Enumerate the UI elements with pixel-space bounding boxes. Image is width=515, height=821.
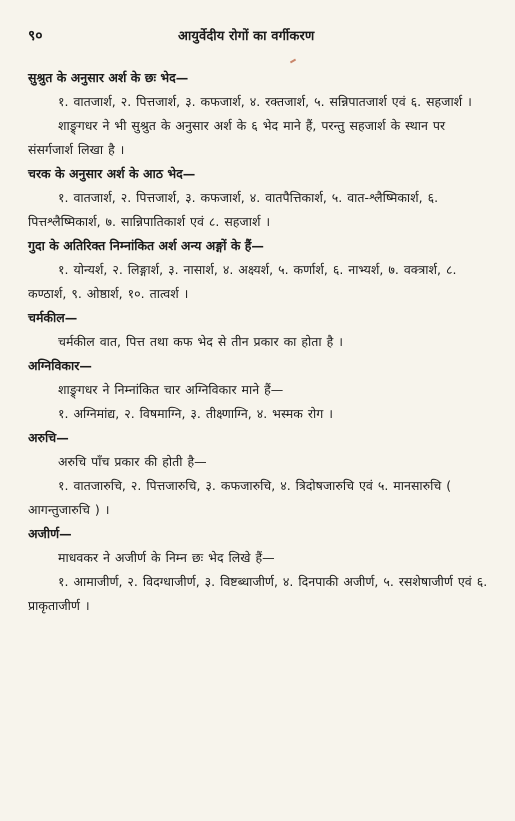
section-charaka-arsha: [28, 162, 495, 234]
body-paragraph: माधवकर ने अजीर्ण के निम्न छः भेद लिखे हैं—: [58, 550, 275, 565]
section-aruchi: [28, 426, 495, 522]
list-paragraph: १. आमाजीर्ण, २. विदग्धाजीर्ण, ३. विष्टब्धाजीर्ण, ४. दिनपाकी अजीर्ण, ५. रसशेषाजीर्ण एवं ६. प्राकृताजीर्ण ।: [28, 574, 488, 613]
section-heading: गुदा के अतिरिक्त निम्नांकित अर्श अन्य अङ्गों के हैं—: [28, 238, 264, 253]
list-paragraph: १. वातजारुचि, २. पित्तजारुचि, ३. कफजारुचि, ४. त्रिदोषजारुचि एवं ५. मानसारुचि ( आगन्तुजारुचि ) ।: [28, 478, 452, 517]
body-paragraph: चर्मकील वात, पित्त तथा कफ भेद से तीन प्रकार का होता है ।: [58, 334, 343, 349]
section-other-arsha: [28, 234, 495, 306]
page-number: ९०: [28, 28, 43, 44]
section-sushruta-arsha: [28, 66, 495, 162]
body-paragraph: शाङ्र्गधर ने निम्नांकित चार अग्निविकार माने हैं—: [58, 382, 284, 397]
stray-ink-mark: [290, 59, 296, 64]
section-heading: अरुचि—: [28, 430, 69, 445]
section-heading: अजीर्ण—: [28, 526, 72, 541]
list-paragraph: १. वातजार्श, २. पित्तजार्श, ३. कफजार्श, ४. रक्तजार्श, ५. सन्निपातजार्श एवं ६. सहजार्श ।: [58, 94, 472, 109]
section-heading: चरक के अनुसार अर्श के आठ भेद—: [28, 166, 196, 181]
section-heading: चर्मकील—: [28, 310, 78, 325]
section-charmakeel: [28, 306, 495, 354]
list-paragraph: १. अग्निमांद्य, २. विषमाग्नि, ३. तीक्ष्णाग्नि, ४. भस्मक रोग ।: [58, 406, 333, 421]
body-paragraph: शाङ्र्गधर ने भी सुश्रुत के अनुसार अर्श के ६ भेद माने हैं, परन्तु सहजार्श के स्थान पर संसर्गजार्श लिखा है ।: [28, 118, 446, 157]
section-heading: सुश्रुत के अनुसार अर्श के छः भेद—: [28, 70, 189, 85]
body-paragraph: अरुचि पाँच प्रकार की होती है—: [58, 454, 207, 469]
list-paragraph: १. योन्यर्श, २. लिङ्गार्श, ३. नासार्श, ४. अक्ष्यर्श, ५. कर्णार्श, ६. नाभ्यर्श, ७. वक्त्रार्श, ८. कण्ठार्श, ९. ओष्ठार्श, १०. तात्वर्श ।: [28, 262, 457, 301]
section-ajeerna: [28, 522, 495, 618]
running-title: आयुर्वेदीय रोगों का वर्गीकरण: [178, 29, 315, 44]
section-agnivikar: [28, 354, 495, 426]
list-paragraph: १. वातजार्श, २. पित्तजार्श, ३. कफजार्श, ४. वातपैत्तिकार्श, ५. वात-श्लैष्मिकार्श, ६. पित्तश्लैष्मिकार्श, ७. सान्निपातिकार्श एवं ८. सहजार्श ।: [28, 190, 439, 229]
page-header: [28, 26, 495, 52]
section-heading: अग्निविकार—: [28, 358, 92, 373]
